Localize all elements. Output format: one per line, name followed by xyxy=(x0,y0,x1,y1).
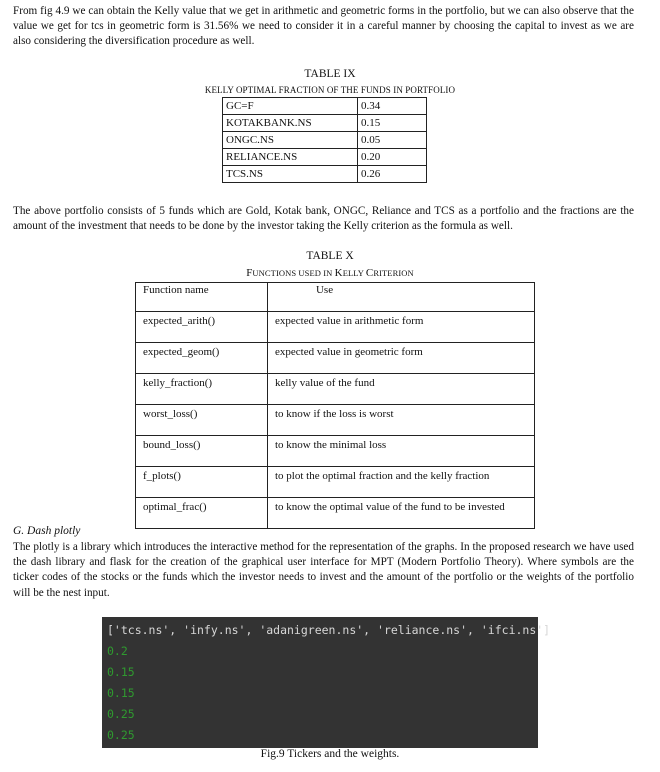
section-heading-dash-plotly: G. Dash plotly xyxy=(13,525,81,537)
fund-name-cell: KOTAKBANK.NS xyxy=(223,115,358,132)
function-use-cell: kelly value of the fund xyxy=(267,374,534,405)
fund-name-cell: RELIANCE.NS xyxy=(223,149,358,166)
function-use-cell: expected value in arithmetic form xyxy=(267,312,534,343)
function-name-cell: bound_loss() xyxy=(136,436,268,467)
function-name-cell: expected_geom() xyxy=(136,343,268,374)
weight-line: 0.25 xyxy=(107,707,135,721)
table-ix-caption: KELLY OPTIMAL FRACTION OF THE FUNDS IN PORTFOLIO xyxy=(204,85,456,95)
function-use-cell: to know the minimal loss xyxy=(267,436,534,467)
caption-part: K xyxy=(334,267,343,279)
function-use-cell: to know if the loss is worst xyxy=(267,405,534,436)
table-row xyxy=(136,405,535,436)
caption-part: ELLY xyxy=(342,268,366,278)
function-name-cell: optimal_frac() xyxy=(136,498,268,529)
table-row xyxy=(136,374,535,405)
kelly-fraction-table xyxy=(222,97,427,183)
function-name-cell: worst_loss() xyxy=(136,405,268,436)
fund-name-cell: TCS.NS xyxy=(223,166,358,183)
table-ix-title: TABLE IX xyxy=(304,68,356,80)
figure-caption: Fig.9 Tickers and the weights. xyxy=(260,748,400,760)
weight-line: 0.2 xyxy=(107,644,128,658)
function-name-cell: kelly_fraction() xyxy=(136,374,268,405)
fraction-value-cell: 0.34 xyxy=(358,98,427,115)
caption-part: RITERION xyxy=(373,268,414,278)
table-row xyxy=(136,498,535,529)
table-row xyxy=(223,98,427,115)
function-name-cell: f_plots() xyxy=(136,467,268,498)
table-header-row xyxy=(136,283,535,312)
code-output-block xyxy=(102,617,551,748)
paragraph-plotly-description: The plotly is a library which introduces the interactive method for the representation of the graphs. In the proposed research we have used the dash library and flask for the creation of the graphical user interface for MPT (Modern Portfolio Theory). Where symbols are the ticker codes of the stocks or the funds which the investor needs to invest and the amount of the portfolio or the weights of the portfolio will be the nest input. xyxy=(13,541,634,599)
fraction-value-cell: 0.05 xyxy=(358,132,427,149)
header-use: Use xyxy=(267,283,534,312)
caption-part: UNCTIONS USED IN xyxy=(252,268,335,278)
table-row xyxy=(136,343,535,374)
fraction-value-cell: 0.20 xyxy=(358,149,427,166)
table-x-title: TABLE X xyxy=(306,250,354,262)
table-row xyxy=(223,115,427,132)
weight-line: 0.25 xyxy=(107,728,135,742)
table-row xyxy=(136,436,535,467)
fund-name-cell: GC=F xyxy=(223,98,358,115)
table-row xyxy=(136,467,535,498)
paragraph-portfolio-description: The above portfolio consists of 5 funds which are Gold, Kotak bank, ONGC, Reliance and TCS as a portfolio and the fractions are the amount of the investment that needs to be done by the investor taking the Kelly criterion as the formula as well. xyxy=(13,205,634,233)
function-name-cell: expected_arith() xyxy=(136,312,268,343)
table-row xyxy=(223,132,427,149)
fund-name-cell: ONGC.NS xyxy=(223,132,358,149)
function-use-cell: to plot the optimal fraction and the kelly fraction xyxy=(267,467,534,498)
function-use-cell: to know the optimal value of the fund to be invested xyxy=(267,498,534,529)
weight-line: 0.15 xyxy=(107,665,135,679)
table-row xyxy=(223,149,427,166)
tickers-line: ['tcs.ns', 'infy.ns', 'adanigreen.ns', 'reliance.ns', 'ifci.ns'] xyxy=(107,623,551,637)
fraction-value-cell: 0.26 xyxy=(358,166,427,183)
table-x-caption xyxy=(0,267,660,279)
table-row xyxy=(136,312,535,343)
function-use-cell: expected value in geometric form xyxy=(267,343,534,374)
weight-line: 0.15 xyxy=(107,686,135,700)
functions-table xyxy=(135,282,535,529)
header-function-name: Function name xyxy=(136,283,268,312)
fraction-value-cell: 0.15 xyxy=(358,115,427,132)
caption-part: C xyxy=(365,267,374,279)
table-row xyxy=(223,166,427,183)
paragraph-kelly-values: From fig 4.9 we can obtain the Kelly value that we get in arithmetic and geometric forms in the portfolio, but we can also observe that the value we get for tcs in geometric form is 31.56% we need to consider it in a careful manner by choosing the capital to invest as we are also considering the diversification procedure as well. xyxy=(13,5,634,48)
caption-part: F xyxy=(246,267,253,279)
